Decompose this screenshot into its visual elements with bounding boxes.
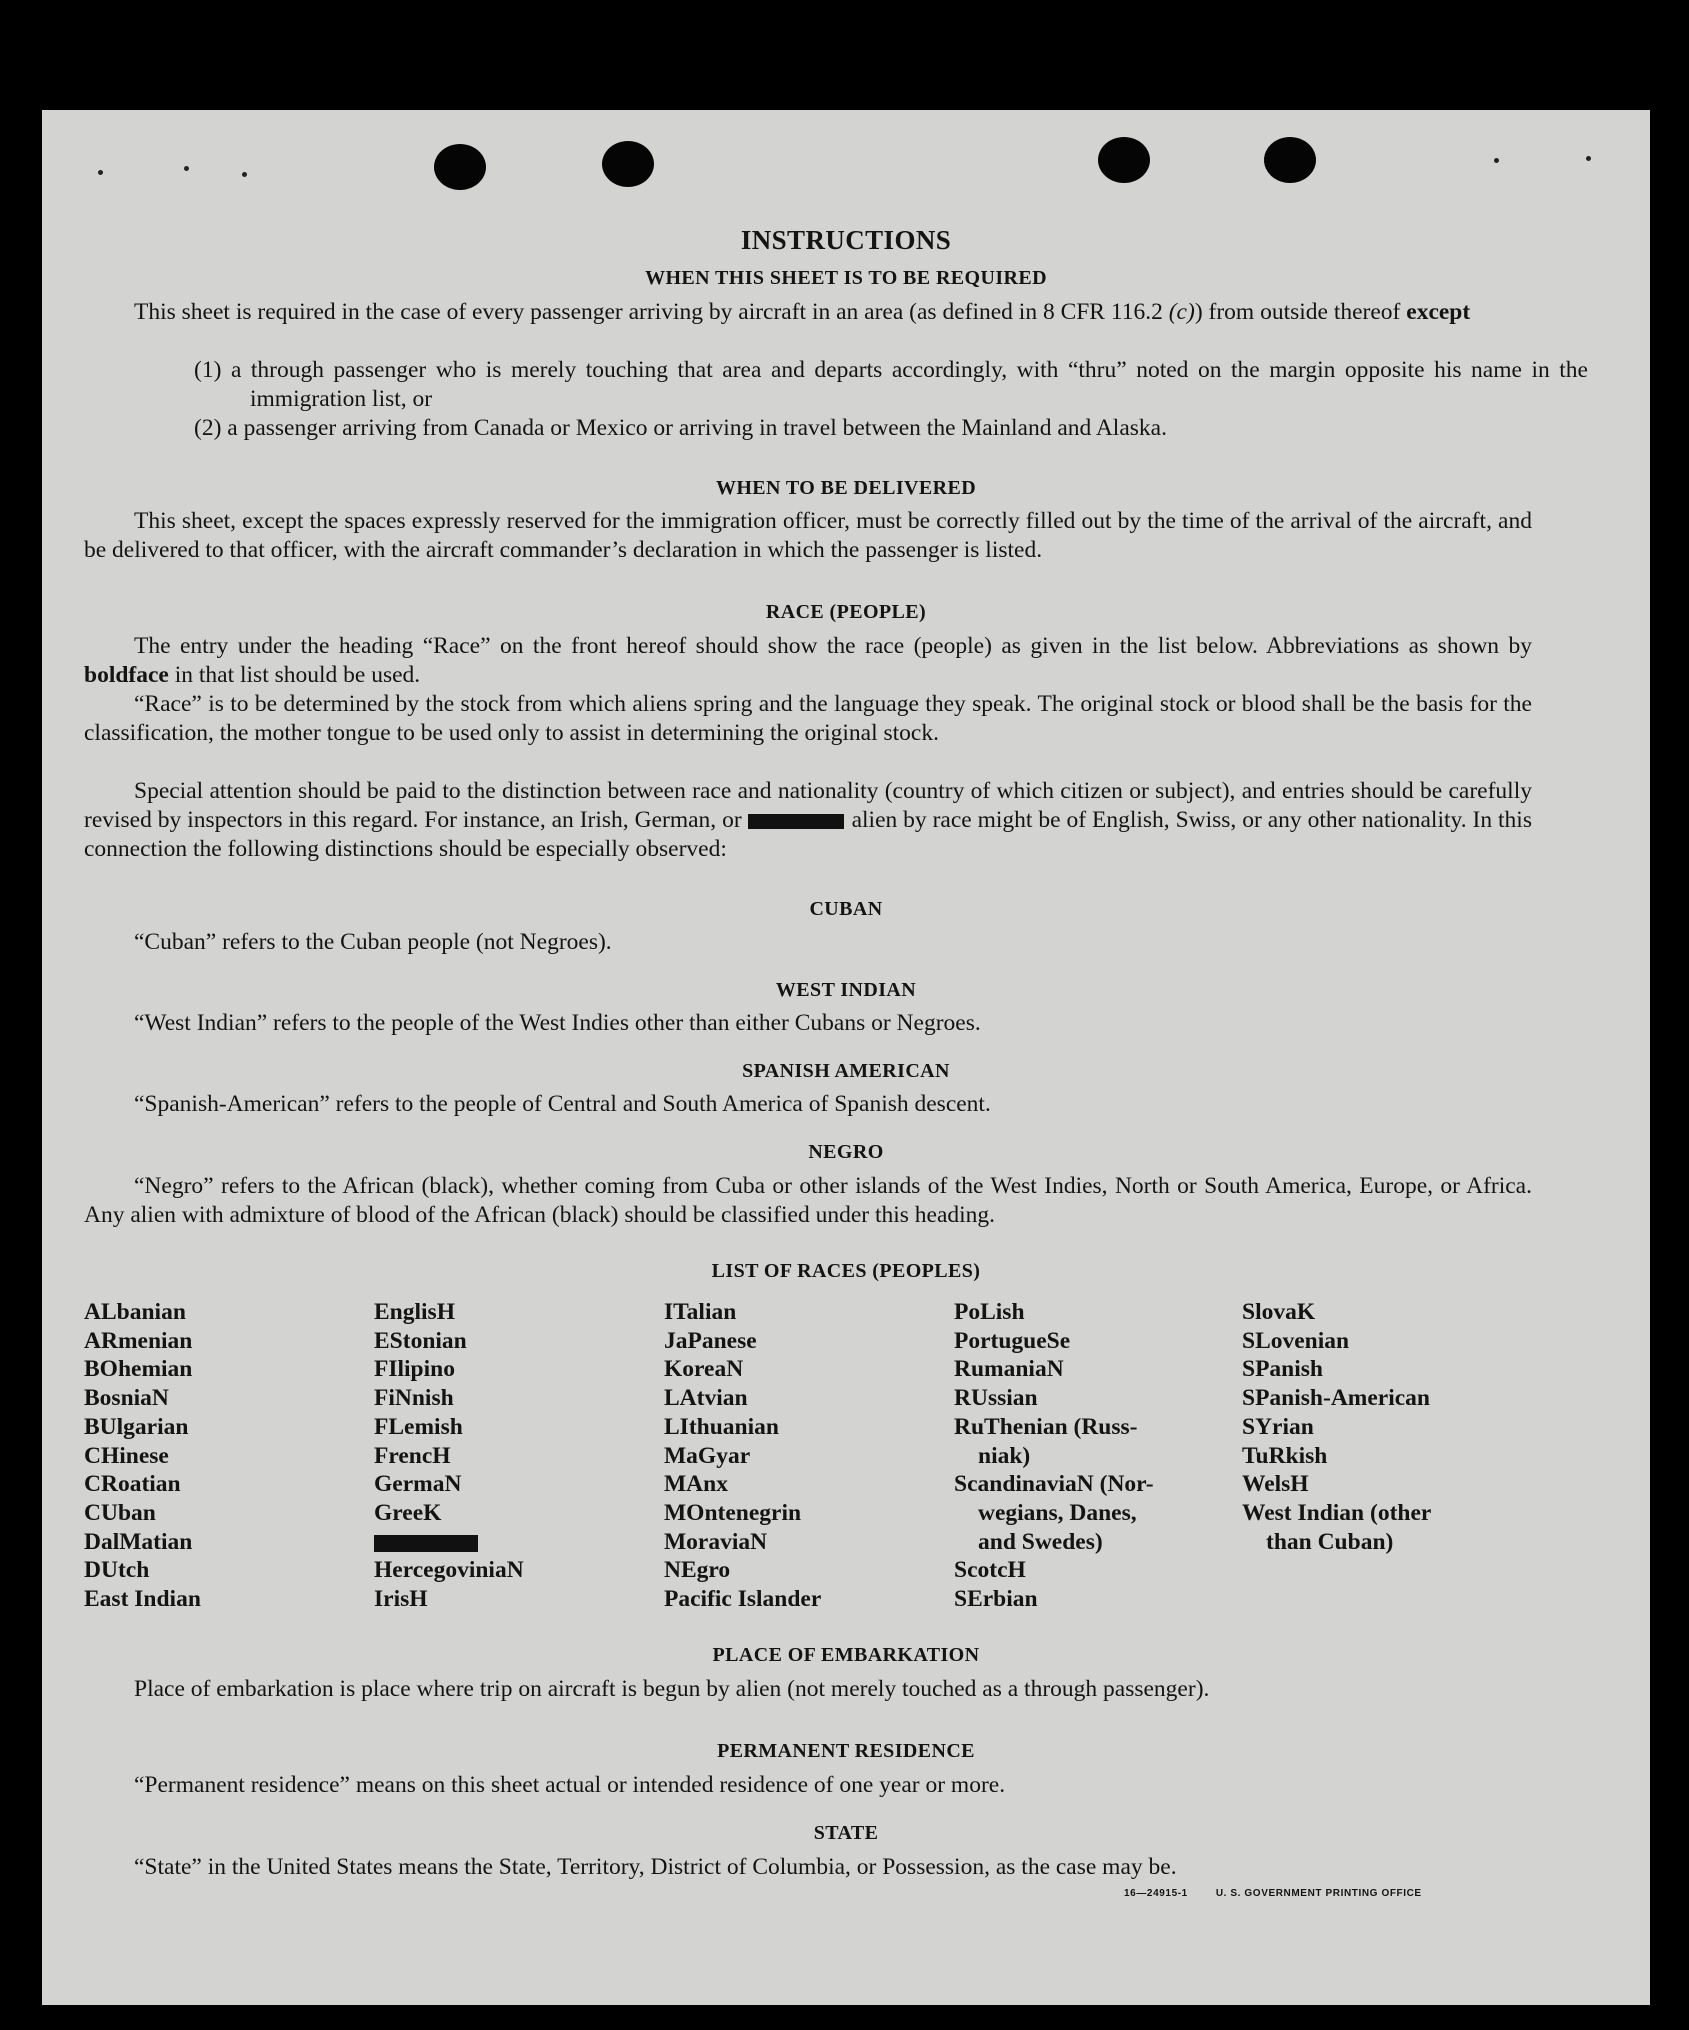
race-list-item: EStonian bbox=[374, 1327, 467, 1354]
section-heading-spanish-american: SPANISH AMERICAN bbox=[742, 1060, 950, 1082]
race-list-column-2 bbox=[374, 1298, 654, 1614]
race-list-item: GreeK bbox=[374, 1499, 442, 1526]
cuban-text: “Cuban” refers to the Cuban people (not Negroes). bbox=[134, 929, 612, 955]
section-heading-list-of-races: LIST OF RACES (PEOPLES) bbox=[711, 1260, 981, 1282]
section-heading-delivered: WHEN TO BE DELIVERED bbox=[715, 477, 977, 499]
residence-text: “Permanent residence” means on this sheet actual or intended residence of one year or more. bbox=[134, 1772, 1006, 1798]
race-list-item: WelsH bbox=[1242, 1471, 1309, 1498]
section-heading-residence: PERMANENT RESIDENCE bbox=[717, 1740, 975, 1762]
paper-speck bbox=[184, 166, 189, 171]
race-list-item: ALbanian bbox=[84, 1299, 186, 1325]
race-list-item: MoraviaN bbox=[664, 1528, 768, 1555]
race-paragraph-2: “Race” is to be determined by the stock from which aliens spring and the language they speak. The original stock or blood shall be the basis for the classification, the mother tongue to be used only to assist in determining the original stock. bbox=[84, 691, 1532, 746]
required-item-1: (1) a through passenger who is merely touching that area and departs accordingly, with “thru” noted on the margin opposite his name in the immigration list, or bbox=[194, 357, 1588, 412]
race-list-item: NEgro bbox=[664, 1557, 731, 1584]
race-list-item: ScotcH bbox=[954, 1557, 1026, 1584]
race-list-item: TuRkish bbox=[1242, 1442, 1328, 1469]
paper-speck bbox=[242, 172, 247, 177]
required-item-2: (2) a passenger arriving from Canada or Mexico or arriving in travel between the Mainland and Alaska. bbox=[194, 415, 1167, 441]
race-list-item: MaGyar bbox=[664, 1442, 751, 1469]
delivered-text: This sheet, except the spaces expressly reserved for the immigration officer, must be correctly filled out by the time of the arrival of the aircraft, and be delivered to that officer, with the aircraft commander’s declaration in which the passenger is listed. bbox=[84, 508, 1532, 563]
race-list-item: BOhemian bbox=[84, 1356, 193, 1383]
footer-imprint bbox=[1124, 1888, 1422, 1899]
race-list-item: SPanish bbox=[1242, 1356, 1323, 1383]
race-list-item: SLovenian bbox=[1242, 1327, 1350, 1354]
race-list-item: JaPanese bbox=[664, 1327, 757, 1354]
paper-speck bbox=[1494, 158, 1499, 163]
race-list-item: DalMatian bbox=[84, 1528, 193, 1555]
state-text: “State” in the United States means the State, Territory, District of Columbia, or Possession, as the case may be. bbox=[134, 1854, 1177, 1880]
race-list-item: ITalian bbox=[664, 1299, 737, 1325]
race-list-item: KoreaN bbox=[664, 1356, 744, 1383]
race-list-item: CHinese bbox=[84, 1442, 169, 1469]
race-list-item-continued: wegians, Danes, bbox=[978, 1499, 1137, 1526]
race-list-item: PortugueSe bbox=[954, 1327, 1071, 1354]
section-heading-cuban: CUBAN bbox=[809, 898, 883, 920]
printer-imprint: U. S. GOVERNMENT PRINTING OFFICE bbox=[1215, 1888, 1422, 1899]
page-title: INSTRUCTIONS bbox=[740, 225, 952, 255]
negro-text: “Negro” refers to the African (black), whether coming from Cuba or other islands of the West Indies, North or South America, Europe, or Africa. Any alien with admixture of blood of the African (black) should be classified under this heading. bbox=[84, 1173, 1532, 1228]
race-list-item: MOntenegrin bbox=[664, 1499, 802, 1526]
race-list-item-continued: niak) bbox=[978, 1442, 1031, 1469]
section-heading-state: STATE bbox=[813, 1822, 879, 1844]
race-paragraph-1: The entry under the heading “Race” on the front hereof should show the race (people) as given in the list below. Abbreviations as shown by boldface in that list should be used. bbox=[84, 633, 1532, 688]
race-paragraph-3: Special attention should be paid to the distinction between race and nationality (country of which citizen or subject), and entries should be carefully revised by inspectors in this regard. For instance, an Irish, German, or alien by race might be of English, Swiss, or any other nationality. In this connection the following distinctions should be especially observed: bbox=[84, 778, 1532, 862]
race-list-item: East Indian bbox=[84, 1586, 201, 1613]
race-list-item: MAnx bbox=[664, 1471, 728, 1498]
embarkation-text: Place of embarkation is place where trip on aircraft is begun by alien (not merely touched as a through passenger). bbox=[134, 1676, 1210, 1702]
race-list-item: EnglisH bbox=[374, 1299, 455, 1325]
race-list-item: RUssian bbox=[954, 1385, 1038, 1412]
section-heading-embarkation: PLACE OF EMBARKATION bbox=[712, 1644, 980, 1666]
race-list-item: CRoatian bbox=[84, 1471, 181, 1498]
race-list-item: ARmenian bbox=[84, 1327, 193, 1354]
race-list-column-1 bbox=[84, 1298, 364, 1614]
race-list-item: LAtvian bbox=[664, 1385, 748, 1412]
race-list-item-continued: and Swedes) bbox=[978, 1528, 1103, 1555]
race-list-item: CUban bbox=[84, 1499, 156, 1526]
race-list-item: DUtch bbox=[84, 1557, 150, 1584]
section-heading-west-indian: WEST INDIAN bbox=[775, 979, 917, 1001]
redaction-mark bbox=[748, 814, 844, 829]
race-list-item: Pacific Islander bbox=[664, 1586, 822, 1613]
paper-speck bbox=[1586, 156, 1591, 161]
race-list-item: SlovaK bbox=[1242, 1299, 1316, 1325]
race-list-item: SPanish-American bbox=[1242, 1385, 1430, 1412]
race-list-column-3 bbox=[664, 1298, 944, 1614]
race-list-item: SYrian bbox=[1242, 1413, 1314, 1440]
paper-speck bbox=[98, 170, 103, 175]
race-list-item: IrisH bbox=[374, 1586, 428, 1613]
punch-hole bbox=[1098, 137, 1150, 183]
race-list-item: FiNnish bbox=[374, 1385, 454, 1412]
race-list-item-redacted bbox=[374, 1528, 654, 1557]
race-list-column-5 bbox=[1242, 1298, 1522, 1556]
race-list-item: GermaN bbox=[374, 1471, 462, 1498]
punch-hole bbox=[602, 141, 654, 187]
required-intro: This sheet is required in the case of every passenger arriving by aircraft in an area (as defined in 8 CFR 116.2 (c)) from outside thereof except bbox=[134, 299, 1471, 325]
race-list-item: RuThenian (Russ- bbox=[954, 1413, 1138, 1440]
spanish-american-text: “Spanish-American” refers to the people of Central and South America of Spanish descent. bbox=[134, 1091, 991, 1117]
section-heading-required: WHEN THIS SHEET IS TO BE REQUIRED bbox=[645, 267, 1047, 289]
punch-hole bbox=[434, 144, 486, 190]
section-heading-negro: NEGRO bbox=[808, 1141, 884, 1163]
race-list-item-continued: than Cuban) bbox=[1266, 1528, 1394, 1555]
form-number: 16—24915-1 bbox=[1124, 1888, 1188, 1899]
section-heading-race: RACE (PEOPLE) bbox=[765, 601, 927, 623]
race-list-item: LIthuanian bbox=[664, 1413, 779, 1440]
race-list-item: FIlipino bbox=[374, 1356, 455, 1383]
race-list-item: BosniaN bbox=[84, 1385, 169, 1412]
race-list-item: BUlgarian bbox=[84, 1413, 189, 1440]
race-list-item: RumaniaN bbox=[954, 1356, 1064, 1383]
west-indian-text: “West Indian” refers to the people of the West Indies other than either Cubans or Negroes. bbox=[134, 1010, 981, 1036]
race-list-item: SErbian bbox=[954, 1586, 1038, 1613]
race-list-item: HercegoviniaN bbox=[374, 1557, 524, 1584]
race-list-column-4 bbox=[954, 1298, 1234, 1614]
document-page bbox=[42, 110, 1650, 2005]
race-list-item: FLemish bbox=[374, 1413, 463, 1440]
race-list-item: PoLish bbox=[954, 1299, 1025, 1325]
race-list-item: FrencH bbox=[374, 1442, 451, 1469]
punch-hole bbox=[1264, 137, 1316, 183]
race-list-item: West Indian (other bbox=[1242, 1499, 1432, 1526]
redaction-mark bbox=[374, 1535, 478, 1552]
race-list-item: ScandinaviaN (Nor- bbox=[954, 1471, 1154, 1498]
